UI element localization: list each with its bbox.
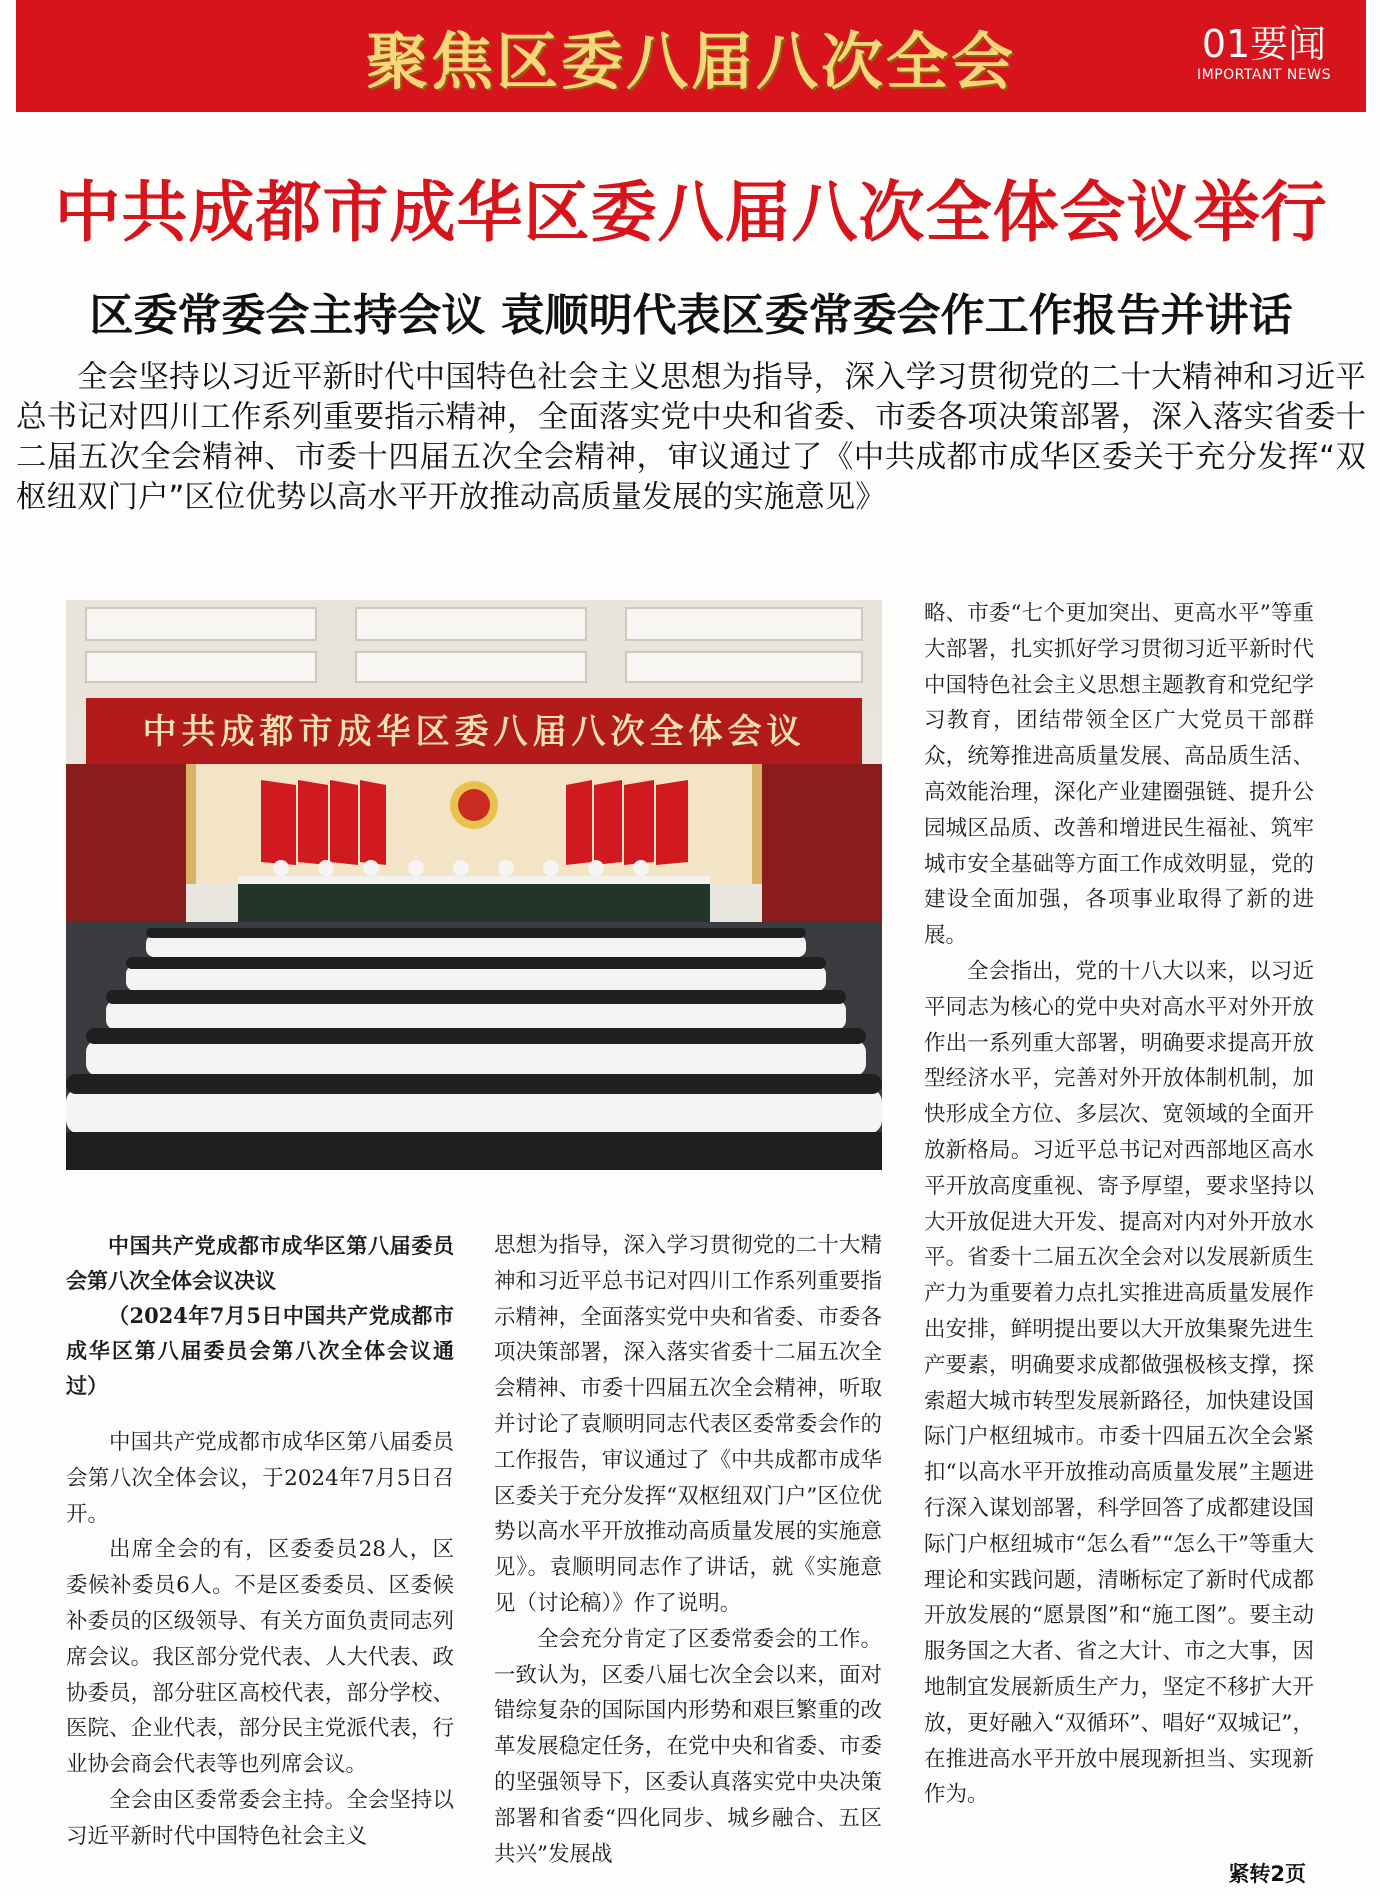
body-paragraph-continued: 思想为指导，深入学习贯彻党的二十大精神和习近平总书记对四川工作系列重要指示精神，全面落实党中央和省委、市委各项决策部署，深入落实省委十二届五次全会精神、市委十四届五次全会精神，听取并讨论了袁顺明同志代表区委常委会作的工作报告，审议通过了《中共成都市成华区委关于充分发挥“双枢纽双门户”区位优势以高水平开放推动高质量发展的实施意见》。袁顺明同志作了讲话，就《实施意见（讨论稿）》作了说明。 bbox=[494, 1233, 882, 1616]
section-title: 聚焦区委八届八次全会 bbox=[365, 25, 1016, 98]
body-paragraph: 中国共产党成都市成华区第八届委员会第八次全体会议，于2024年7月5日召开。 bbox=[66, 1430, 454, 1527]
body-paragraph: 出席全会的有，区委委员28人，区委候补委员6人。不是区委委员、区委候补委员的区级领导、有关方面负责同志列席会议。我区部分党代表、人大代表、政协委员，部分驻区高校代表，部分学校、医院、企业代表，部分民主党派代表，行业协会商会代表等也列席会议。 bbox=[66, 1537, 455, 1778]
page-english-label: IMPORTANT NEWS bbox=[1197, 67, 1331, 83]
body-paragraph: 全会由区委常委会主持。全会坚持以习近平新时代中国特色社会主义 bbox=[66, 1787, 454, 1849]
resolution-title: 中国共产党成都市成华区第八届委员会第八次全体会议决议 bbox=[66, 1233, 454, 1293]
article-column-middle bbox=[494, 1228, 882, 1872]
masthead-banner bbox=[16, 0, 1366, 112]
subheadline: 区委常委会主持会议 袁顺明代表区委常委会作工作报告并讲话 bbox=[89, 290, 1293, 341]
page-number: 01要闻 bbox=[1201, 22, 1327, 66]
lead-paragraph: 全会坚持以习近平新时代中国特色社会主义思想为指导，深入学习贯彻党的二十大精神和习近平总书记对四川工作系列重要指示精神，全面落实党中央和省委、市委各项决策部署，深入落实省委十二届五次全会精神、市委十四届五次全会精神，审议通过了《中共成都市成华区委关于充分发挥“双枢纽双门户”区位优势以高水平开放推动高质量发展的实施意见》 bbox=[16, 360, 1366, 515]
body-paragraph-continued: 略、市委“七个更加突出、更高水平”等重大部署，扎实抓好学习贯彻习近平新时代中国特色社会主义思想主题教育和党纪学习教育，团结带领全区广大党员干部群众，统筹推进高质量发展、高品质生活、高效能治理，深化产业建圈强链、提升公园城区品质、改善和增进民生福祉、筑牢城市安全基础等方面工作成效明显，党的建设全面加强，各项事业取得了新的进展。 bbox=[924, 601, 1314, 949]
body-paragraph: 全会指出，党的十八大以来，以习近平同志为核心的党中央对高水平对外开放作出一系列重大部署，明确要求提高开放型经济水平，完善对外开放体制机制，加快形成全方位、多层次、宽领域的全面开放新格局。习近平总书记对西部地区高水平开放高度重视、寄予厚望，要求坚持以大开放促进大开发、提高对内对外开放水平。省委十二届五次全会对以发展新质生产力为重要着力点扎实推进高质量发展作出安排，鲜明提出要以大开放集聚先进生产要素，明确要求成都做强极核支撑，探索超大城市转型发展新路径，加快建设国际门户枢纽城市。市委十四届五次全会紧扣“以高水平开放推动高质量发展”主题进行深入谋划部署，科学回答了成都建设国际门户枢纽城市“怎么看”“怎么干”等重大理论和实践问题，清晰标定了新时代成都开放发展的“愿景图”和“施工图”。要主动服务国之大者、省之大计、市之大事，因地制宜发展新质生产力，坚定不移扩大开放，更好融入“双循环”、唱好“双城记”，在推进高水平开放中展现新担当、实现新作为。 bbox=[924, 958, 1314, 1808]
body-paragraph: 全会充分肯定了区委常委会的工作。一致认为，区委八届七次全会以来，面对错综复杂的国际国内形势和艰巨繁重的改革发展稳定任务，在党中央和省委、市委的坚强领导下，区委认真落实党中央决策部署和省委“四化同步、城乡融合、五区共兴”发展战 bbox=[494, 1626, 882, 1867]
page-label bbox=[1184, 22, 1344, 84]
resolution-note: （2024年7月5日中国共产党成都市成华区第八届委员会第八次全体会议通过） bbox=[66, 1303, 454, 1398]
article-column-right bbox=[924, 596, 1314, 1813]
photo-banner-text: 中共成都市成华区委八届八次全体会议 bbox=[142, 712, 806, 752]
article-column-left bbox=[66, 1228, 454, 1855]
continued-on-page: 紧转2页 bbox=[1228, 1862, 1306, 1886]
meeting-photo bbox=[66, 600, 882, 1170]
headline: 中共成都市成华区委八届八次全体会议举行 bbox=[54, 174, 1328, 251]
